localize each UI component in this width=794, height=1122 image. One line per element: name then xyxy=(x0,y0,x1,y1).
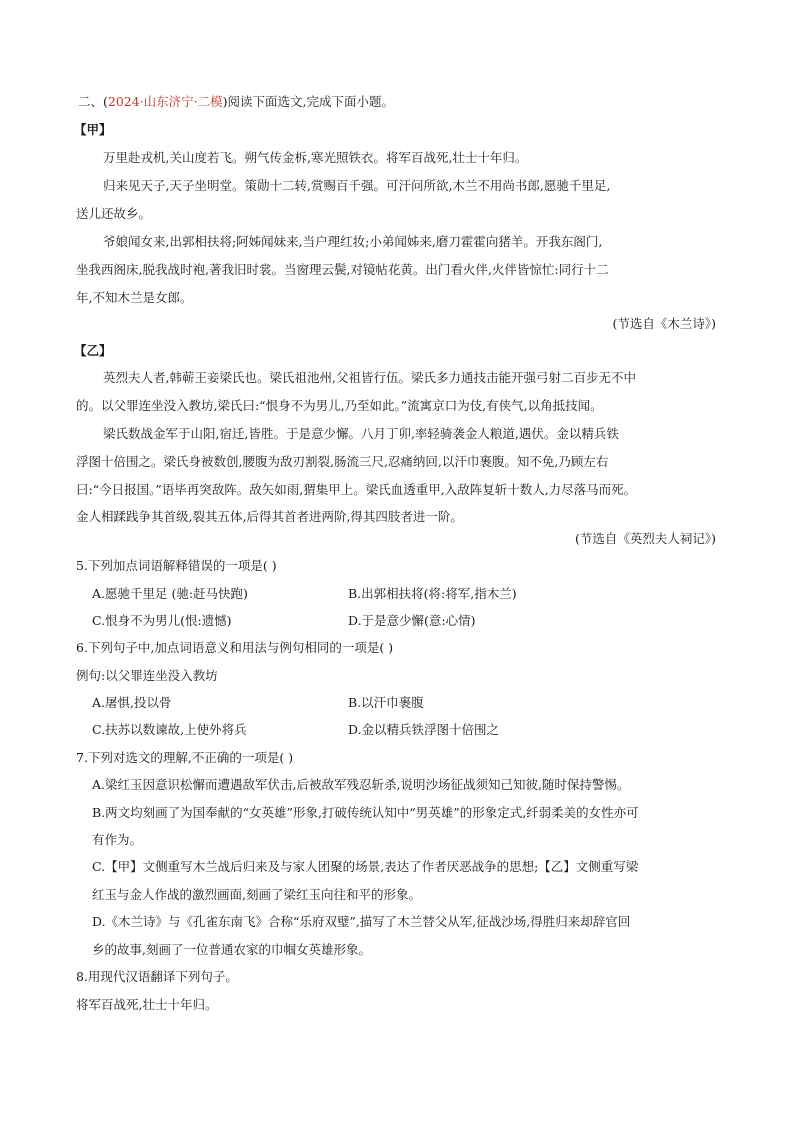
question-5-option-a: A.愿驰千里足 (驰:赶马快跑) xyxy=(92,586,248,601)
passage-yi-line: 的。以父罪连坐没入教坊,梁氏曰:“恨身不为男儿,乃至如此。”流寓京口为伎,有侠气,以角抵技闻。 xyxy=(76,398,603,413)
question-5-option-d: D.于是意少懈(意:心情) xyxy=(348,613,476,628)
passage-yi-line: 曰:“今日报国。”语毕再突敌阵。敌矢如雨,猬集甲上。梁氏血透重甲,入敌阵复斩十数人,力尽落马而死。 xyxy=(76,482,637,497)
passage-jia-line: 坐我西阁床,脱我战时袍,著我旧时裳。当窗理云鬓,对镜帖花黄。出门看火伴,火伴皆惊忙:同行十二 xyxy=(76,262,609,277)
passage-yi-line: 浮图十倍围之。梁氏身被数创,腰腹为敌刃割裂,肠流三尺,忍痛纳回,以汗巾裹腹。知不免,乃顾左右 xyxy=(76,454,609,469)
question-7-option-c: C.【甲】文侧重写木兰战后归来及与家人团聚的场景,表达了作者厌恶战争的思想;【乙】文侧重写梁 xyxy=(92,859,639,874)
passage-yi-line: 梁氏数战金军于山阳,宿迁,皆胜。于是意少懈。八月丁卯,率轻骑袭金人粮道,遇伏。金以精兵铁 xyxy=(103,426,619,441)
question-6-example: 例句:以父罪连坐没入教坊 xyxy=(76,668,218,683)
question-6-option-b: B.以汗巾裹腹 xyxy=(348,695,424,710)
question-header xyxy=(78,93,394,111)
question-7-option-b-cont: 有作为。 xyxy=(92,832,143,847)
question-6-option-c: C.扶苏以数谏故,上使外将兵 xyxy=(92,722,247,737)
header-suffix: )阅读下面选文,完成下面小题。 xyxy=(222,94,395,109)
question-7-option-a: A.梁红玉因意识松懈而遭遇敌军伏击,后被敌军残忍斩杀,说明沙场征战须知己知彼,随时保持警惕。 xyxy=(92,777,630,792)
question-8-stem: 8.用现代汉语翻译下列句子。 xyxy=(76,969,238,984)
passage-jia-citation: (节选自《木兰诗》) xyxy=(612,316,716,331)
question-6-option-a: A.屠惧,投以骨 xyxy=(92,695,172,710)
passage-jia-line: 爷娘闻女来,出郭相扶将;阿姊闻妹来,当户理红妆;小弟闻姊来,磨刀霍霍向猪羊。开我东阁门, xyxy=(103,234,603,249)
question-7-option-c-cont: 红玉与金人作战的激烈画面,刻画了梁红玉向往和平的形象。 xyxy=(92,887,421,902)
header-prefix: 二、( xyxy=(78,94,108,109)
exam-source: 2024·山东济宁·二模 xyxy=(107,94,223,109)
question-5-option-b: B.出郭相扶将(将:将军,指木兰) xyxy=(348,586,517,601)
passage-jia-line: 归来见天子,天子坐明堂。策勋十二转,赏赐百千强。可汗问所欲,木兰不用尚书郎,愿驰千里足, xyxy=(103,178,611,193)
passage-jia-line: 万里赴戎机,关山度若飞。朔气传金柝,寒光照铁衣。将军百战死,壮士十年归。 xyxy=(103,150,528,165)
question-7-option-b: B.两文均刻画了为国奉献的“女英雄”形象,打破传统认知中“男英雄”的形象定式,纤弱柔美的女性亦可 xyxy=(92,805,639,820)
question-7-stem: 7.下列对选文的理解,不正确的一项是( ) xyxy=(76,750,294,765)
question-7-option-d: D.《木兰诗》与《孔雀东南飞》合称“乐府双璧”,描写了木兰替父从军,征战沙场,得胜归来却辞官回 xyxy=(92,914,631,929)
question-7-option-d-cont: 乡的故事,刻画了一位普通农家的巾帼女英雄形象。 xyxy=(92,942,371,957)
question-8-sentence: 将军百战死,壮士十年归。 xyxy=(76,997,218,1012)
passage-yi-line: 金人相蹂践争其首级,裂其五体,后得其首者进两阶,得其四肢者进一阶。 xyxy=(76,509,463,524)
passage-jia-line: 送儿还故乡。 xyxy=(76,206,152,221)
question-6-option-d: D.金以精兵铁浮图十倍围之 xyxy=(348,722,500,737)
question-5-stem: 5.下列加点词语解释错误的一项是( ) xyxy=(76,558,277,573)
question-5-option-c: C.恨身不为男儿(恨:遗憾) xyxy=(92,613,232,628)
passage-jia-line: 年,不知木兰是女郎。 xyxy=(76,290,193,305)
passage-yi-line: 英烈夫人者,韩蕲王妾梁氏也。梁氏祖池州,父祖皆行伍。梁氏多力通技击能开强弓射二百步无不中 xyxy=(103,370,636,385)
passage-yi-citation: (节选自《英烈夫人祠记》) xyxy=(574,531,716,546)
question-6-stem: 6.下列句子中,加点词语意义和用法与例句相同的一项是( ) xyxy=(76,640,394,655)
passage-jia-label: 【甲】 xyxy=(74,122,112,137)
passage-yi-label: 【乙】 xyxy=(74,343,112,358)
